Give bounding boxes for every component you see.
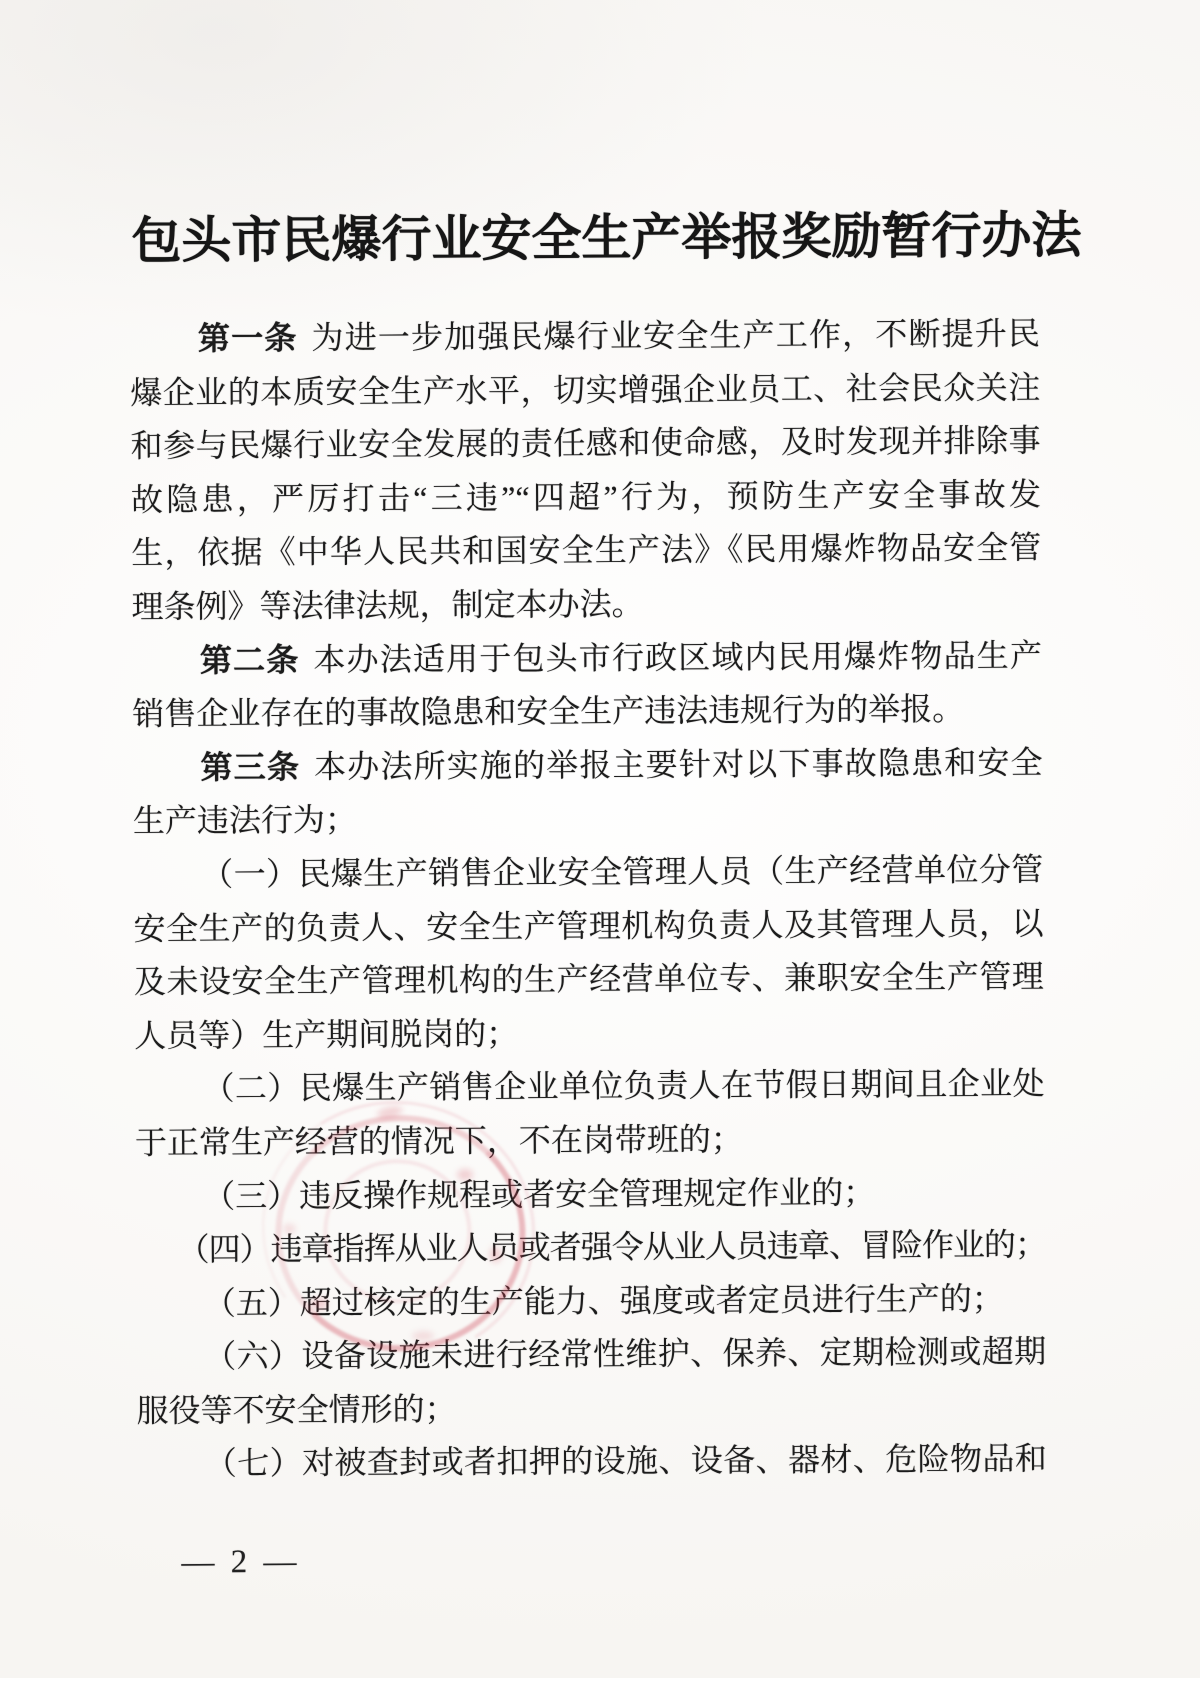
body-line: 爆企业的本质安全生产水平，切实增强企业员工、社会民众关注 (130, 368, 1041, 411)
body-text (130, 307, 1047, 1492)
body-line: 和参与民爆行业安全发展的责任感和使命感，及时发现并排除事 (130, 422, 1041, 465)
body-line: （一）民爆生产销售企业安全管理人员（生产经营单位分管 (201, 851, 1044, 893)
body-line: （二）民爆生产销售企业单位负责人在节假日期间且企业处 (202, 1065, 1045, 1107)
body-line: 安全生产的负责人、安全生产管理机构负责人及其管理人员，以 (133, 904, 1044, 947)
body-line: （四）违章指挥从业人员或者强令从业人员违章、冒险作业的； (177, 1226, 1046, 1268)
body-line: 服役等不安全情形的； (136, 1390, 457, 1429)
body-line: 故隐患，严厉打击“三违”“四超”行为，预防生产安全事故发 (130, 476, 1042, 518)
body-line: 生，依据《中华人民共和国安全生产法》《民用爆炸物品安全管 (131, 529, 1042, 572)
body-line: 销售企业存在的事故隐患和安全生产违法违规行为的举报。 (132, 690, 965, 733)
body-line: 第三条 本办法所实施的举报主要针对以下事故隐患和安全 (200, 744, 1043, 786)
article-number: 第二条 (199, 641, 300, 679)
body-line: 第一条 为进一步加强民爆行业安全生产工作，不断提升民 (197, 315, 1041, 357)
body-line: 于正常生产经营的情况下，不在岗带班的； (134, 1121, 743, 1161)
document-title: 包头市民爆行业安全生产举报奖励暂行办法 (131, 207, 1082, 269)
body-line: 生产违法行为； (132, 801, 358, 840)
body-line: 理条例》等法律法规，制定本办法。 (131, 585, 644, 625)
body-line: （七）对被查封或者扣押的设施、设备、器材、危险物品和 (204, 1440, 1047, 1482)
body-line: （六）设备设施未进行经常性维护、保养、定期检测或超期 (204, 1333, 1047, 1375)
body-line: 第二条 本办法适用于包头市行政区域内民用爆炸物品生产 (199, 636, 1043, 679)
body-line: （五）超过核定的生产能力、强度或者定员进行生产的； (203, 1280, 1004, 1322)
body-line: 及未设安全生产管理机构的生产经营单位专、兼职安全生产管理 (133, 958, 1044, 1000)
page-number: — 2 — (181, 1543, 301, 1581)
body-line: （三）违反操作规程或者安全管理规定作业的； (203, 1173, 876, 1214)
article-number: 第三条 (200, 748, 301, 786)
article-number: 第一条 (197, 319, 298, 357)
body-line: 人员等）生产期间脱岗的； (134, 1015, 519, 1054)
